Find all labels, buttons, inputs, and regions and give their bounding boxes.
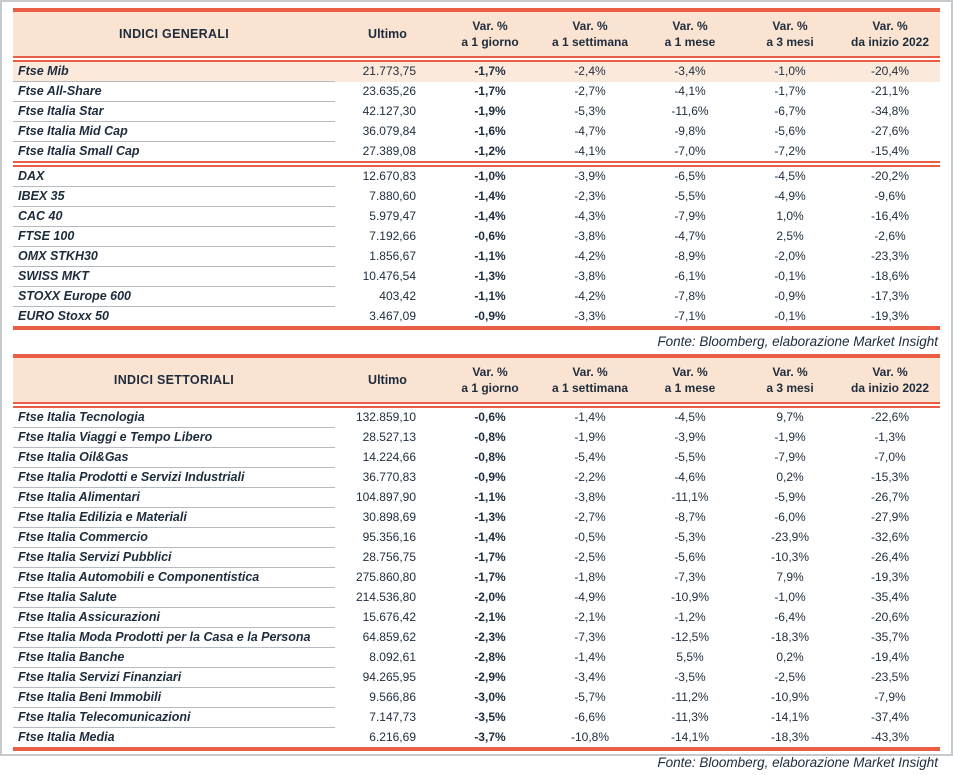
column-header-var-1 (440, 356, 540, 403)
var-header-line1: Var. % (572, 19, 608, 33)
var-value-5: -19,3% (870, 308, 910, 323)
var-value-1: -0,8% (474, 430, 506, 444)
ultimo-value: 21.773,75 (335, 61, 440, 82)
table-row (13, 668, 940, 688)
indici-generali-table (13, 8, 940, 330)
var-value-2: -2,7% (574, 84, 606, 98)
market-indices-report (13, 8, 940, 775)
header-row (13, 10, 940, 57)
table-row (13, 508, 940, 528)
var-value-2: -2,4% (540, 61, 640, 82)
ultimo-value: 9.566,86 (369, 690, 416, 704)
index-name: FTSE 100 (13, 227, 335, 247)
ultimo-value: 104.897,90 (355, 490, 416, 504)
var-value-2: -0,5% (574, 530, 606, 544)
table-title: INDICI SETTORIALI (13, 356, 335, 403)
indici-settoriali-table (13, 354, 940, 751)
var-value-1: -1,9% (474, 104, 506, 118)
source-note-2: Fonte: Bloomberg, elaborazione Market Insight (657, 755, 938, 770)
var-value-2: -3,3% (574, 308, 606, 323)
var-value-3: -11,3% (671, 710, 709, 724)
var-value-3: -4,7% (674, 229, 706, 243)
index-name: SWISS MKT (13, 267, 335, 287)
var-value-4: -14,1% (770, 710, 810, 724)
var-value-3: -8,7% (674, 510, 706, 524)
var-value-2: -2,3% (574, 189, 606, 203)
table-row (13, 648, 940, 668)
var-header-line1: Var. % (472, 19, 508, 33)
var-value-4: -10,3% (770, 550, 810, 564)
var-value-4: -23,9% (770, 530, 810, 544)
var-value-4: 9,7% (776, 410, 804, 425)
table-row (13, 207, 940, 227)
var-value-1: -0,9% (474, 470, 506, 484)
var-value-3: -3,4% (640, 61, 740, 82)
table-row (13, 468, 940, 488)
var-value-2: -3,9% (574, 169, 606, 184)
index-name: Ftse Italia Prodotti e Servizi Industriali (13, 468, 335, 488)
var-value-5: -15,3% (870, 470, 910, 484)
var-value-3: -6,5% (674, 169, 706, 184)
ultimo-value: 36.079,84 (362, 124, 416, 138)
table-row (13, 61, 940, 82)
table-row (13, 608, 940, 628)
var-value-4: -4,9% (774, 189, 806, 203)
var-value-5: -27,9% (870, 510, 910, 524)
var-value-1: -2,8% (474, 650, 506, 664)
ultimo-value: 95.356,16 (362, 530, 416, 544)
var-value-5: -21,1% (870, 84, 910, 98)
var-value-4: -7,2% (774, 143, 806, 158)
var-value-1: -1,1% (474, 249, 506, 263)
index-name: IBEX 35 (13, 187, 335, 207)
index-name: Ftse Italia Beni Immobili (13, 688, 335, 708)
index-name: Ftse Italia Assicurazioni (13, 608, 335, 628)
var-value-4: -1,9% (774, 430, 806, 444)
var-value-1: -1,1% (474, 289, 506, 303)
var-value-2: -1,9% (574, 430, 606, 444)
var-header-line2: a 1 settimana (551, 381, 629, 395)
index-name: Ftse Italia Oil&Gas (13, 448, 335, 468)
var-value-4: -4,5% (774, 169, 806, 184)
var-value-5: -26,4% (870, 550, 910, 564)
var-value-3: -1,2% (674, 610, 706, 624)
table-row (13, 142, 940, 163)
var-header-line2: da inizio 2022 (850, 35, 930, 49)
table-row (13, 628, 940, 648)
var-value-5: -17,3% (870, 289, 910, 303)
var-value-3: -7,3% (674, 570, 706, 584)
table-row (13, 287, 940, 307)
var-value-1: -1,2% (474, 143, 506, 158)
var-value-5: -37,4% (870, 710, 910, 724)
var-value-4: -6,7% (774, 104, 806, 118)
var-value-5: -22,6% (870, 410, 910, 425)
column-header-var-5 (840, 356, 940, 403)
var-header-line2: a 1 mese (664, 35, 716, 49)
var-value-2: -5,3% (574, 104, 606, 118)
var-value-4: -5,6% (774, 124, 806, 138)
column-header-var-5 (840, 10, 940, 57)
var-value-3: -7,9% (674, 209, 706, 223)
var-value-1: -1,4% (474, 530, 506, 544)
var-value-5: -20,6% (870, 610, 910, 624)
ultimo-value: 275.860,80 (355, 570, 416, 584)
ultimo-value: 7.880,60 (369, 189, 416, 203)
var-value-5: -23,3% (870, 249, 910, 263)
var-value-5: -1,3% (874, 430, 906, 444)
var-value-5: -16,4% (870, 209, 910, 223)
var-value-2: -6,6% (574, 710, 606, 724)
ultimo-value: 15.676,42 (362, 610, 416, 624)
var-value-2: -4,3% (574, 209, 606, 223)
var-value-1: -1,3% (474, 510, 506, 524)
var-value-5: -43,3% (870, 729, 910, 744)
var-value-4: -0,1% (774, 308, 806, 323)
var-value-4: -2,5% (774, 670, 806, 684)
var-header-line1: Var. % (672, 19, 708, 33)
var-value-5: -9,6% (874, 189, 906, 203)
index-name: CAC 40 (13, 207, 335, 227)
var-value-1: -2,1% (474, 610, 506, 624)
var-value-3: -8,9% (674, 249, 706, 263)
var-value-4: -7,9% (774, 450, 806, 464)
var-value-2: -2,5% (574, 550, 606, 564)
ultimo-value: 5.979,47 (369, 209, 416, 223)
ultimo-value: 94.265,95 (362, 670, 416, 684)
var-value-1: -3,0% (474, 690, 506, 704)
var-value-1: -1,0% (474, 169, 506, 184)
column-header-var-3 (640, 356, 740, 403)
table-row (13, 448, 940, 468)
ultimo-value: 7.192,66 (369, 229, 416, 243)
index-name: Ftse Italia Moda Prodotti per la Casa e la Persona (13, 628, 335, 648)
var-value-3: -5,5% (674, 450, 706, 464)
var-value-2: -4,9% (574, 590, 606, 604)
table-row (13, 488, 940, 508)
ultimo-value: 403,42 (379, 289, 416, 303)
var-value-2: -3,8% (574, 229, 606, 243)
var-value-3: -5,3% (674, 530, 706, 544)
var-value-4: -5,9% (774, 490, 806, 504)
table-title: INDICI GENERALI (13, 10, 335, 57)
ultimo-value: 10.476,54 (362, 269, 416, 283)
index-name: Ftse Italia Banche (13, 648, 335, 668)
ultimo-value: 64.859,62 (362, 630, 416, 644)
var-value-4: 0,2% (776, 650, 804, 664)
table-row (13, 548, 940, 568)
var-value-2: -1,4% (574, 650, 606, 664)
var-value-3: -6,1% (674, 269, 706, 283)
var-value-2: -2,1% (574, 610, 606, 624)
var-value-2: -5,4% (574, 450, 606, 464)
index-name: Ftse Mib (13, 61, 335, 82)
var-value-1: -1,7% (474, 550, 506, 564)
var-value-3: -7,1% (674, 308, 706, 323)
var-header-line2: a 1 mese (664, 381, 716, 395)
table-row (13, 166, 940, 187)
table-row (13, 82, 940, 102)
var-value-1: -0,8% (474, 450, 506, 464)
ultimo-value: 30.898,69 (362, 510, 416, 524)
var-value-5: -19,4% (870, 650, 910, 664)
var-value-5: -20,2% (870, 169, 910, 184)
var-value-2: -10,8% (570, 729, 610, 744)
index-name: Ftse Italia Salute (13, 588, 335, 608)
var-header-line2: da inizio 2022 (850, 381, 930, 395)
var-value-4: -0,1% (774, 269, 806, 283)
var-value-3: -3,5% (674, 670, 706, 684)
var-value-5: -20,4% (840, 61, 940, 82)
ultimo-value: 36.770,83 (362, 470, 416, 484)
var-value-3: -4,6% (674, 470, 706, 484)
var-value-5: -7,9% (874, 690, 906, 704)
var-value-2: -5,7% (574, 690, 606, 704)
column-header-var-4 (740, 356, 840, 403)
var-value-1: -1,3% (474, 269, 506, 283)
table-row (13, 688, 940, 708)
table-row (13, 187, 940, 207)
ultimo-value: 214.536,80 (355, 590, 416, 604)
var-header-line1: Var. % (772, 19, 808, 33)
var-value-2: -1,8% (574, 570, 606, 584)
var-value-2: -3,4% (574, 670, 606, 684)
var-value-3: -10,9% (670, 590, 710, 604)
var-value-5: -7,0% (874, 450, 906, 464)
index-name: EURO Stoxx 50 (13, 307, 335, 329)
ultimo-value: 27.389,08 (362, 143, 416, 158)
var-value-2: -2,2% (574, 470, 606, 484)
table-row (13, 227, 940, 247)
table-row (13, 247, 940, 267)
var-value-1: -3,7% (474, 729, 506, 744)
var-value-1: -2,0% (474, 590, 506, 604)
var-value-1: -2,9% (474, 670, 506, 684)
var-header-line2: a 3 mesi (766, 35, 814, 49)
var-value-1: -3,5% (474, 710, 506, 724)
index-name: Ftse Italia Servizi Pubblici (13, 548, 335, 568)
ultimo-value: 14.224,66 (362, 450, 416, 464)
index-name: Ftse Italia Small Cap (13, 142, 335, 163)
var-header-line1: Var. % (572, 365, 608, 379)
var-value-5: -15,4% (870, 143, 910, 158)
source-note-1: Fonte: Bloomberg, elaborazione Market Insight (657, 334, 938, 349)
table-row (13, 122, 940, 142)
var-header-line1: Var. % (872, 19, 908, 33)
var-value-2: -3,8% (574, 490, 606, 504)
index-name: Ftse Italia Telecomunicazioni (13, 708, 335, 728)
var-value-1: -1,1% (474, 490, 506, 504)
var-value-5: -27,6% (870, 124, 910, 138)
var-value-3: -4,1% (674, 84, 706, 98)
var-value-3: -14,1% (670, 729, 710, 744)
var-value-4: -18,3% (770, 729, 810, 744)
index-name: Ftse Italia Edilizia e Materiali (13, 508, 335, 528)
var-value-1: -1,6% (474, 124, 506, 138)
index-name: Ftse Italia Star (13, 102, 335, 122)
column-header-var-1 (440, 10, 540, 57)
index-name: STOXX Europe 600 (13, 287, 335, 307)
var-value-1: -1,7% (474, 84, 506, 98)
var-value-4: -0,9% (774, 289, 806, 303)
var-value-4: 1,0% (776, 209, 804, 223)
var-value-2: -4,7% (574, 124, 606, 138)
var-value-3: -7,8% (674, 289, 706, 303)
var-value-4: -10,9% (770, 690, 810, 704)
ultimo-value: 6.216,69 (369, 729, 416, 744)
var-value-3: -11,2% (671, 690, 709, 704)
index-name: Ftse Italia Tecnologia (13, 407, 335, 428)
table-row (13, 307, 940, 329)
var-value-2: -4,1% (574, 143, 606, 158)
var-value-3: -5,6% (674, 550, 706, 564)
index-name: Ftse All-Share (13, 82, 335, 102)
index-name: OMX STKH30 (13, 247, 335, 267)
var-value-1: -0,6% (474, 229, 506, 243)
var-value-3: -5,5% (674, 189, 706, 203)
table-row (13, 588, 940, 608)
var-value-2: -7,3% (574, 630, 606, 644)
table-row (13, 407, 940, 428)
var-value-2: -3,8% (574, 269, 606, 283)
var-value-5: -26,7% (870, 490, 910, 504)
var-value-1: -1,4% (474, 209, 506, 223)
index-name: Ftse Italia Servizi Finanziari (13, 668, 335, 688)
var-header-line1: Var. % (872, 365, 908, 379)
var-value-4: -1,7% (774, 84, 806, 98)
index-name: Ftse Italia Automobili e Componentistica (13, 568, 335, 588)
var-value-5: -23,5% (870, 670, 910, 684)
var-header-line1: Var. % (772, 365, 808, 379)
var-value-3: -11,1% (671, 490, 709, 504)
ultimo-value: 28.527,13 (362, 430, 416, 444)
column-header-var-2 (540, 356, 640, 403)
table-row (13, 528, 940, 548)
index-name: Ftse Italia Alimentari (13, 488, 335, 508)
column-header-var-2 (540, 10, 640, 57)
table-row (13, 267, 940, 287)
table-row (13, 102, 940, 122)
ultimo-value: 42.127,30 (362, 104, 416, 118)
var-value-2: -4,2% (574, 249, 606, 263)
var-value-1: -1,7% (440, 61, 540, 82)
ultimo-value: 12.670,83 (362, 169, 416, 184)
var-value-3: -3,9% (674, 430, 706, 444)
index-name: Ftse Italia Commercio (13, 528, 335, 548)
var-value-1: -0,9% (474, 308, 506, 323)
var-value-3: -11,6% (671, 104, 709, 118)
var-value-4: -2,0% (774, 249, 806, 263)
var-value-1: -1,7% (474, 570, 506, 584)
var-value-2: -2,7% (574, 510, 606, 524)
var-value-4: -18,3% (770, 630, 810, 644)
ultimo-value: 28.756,75 (362, 550, 416, 564)
ultimo-value: 3.467,09 (369, 308, 416, 323)
var-header-line2: a 3 mesi (766, 381, 814, 395)
var-value-5: -34,8% (870, 104, 910, 118)
var-value-3: -7,0% (674, 143, 706, 158)
var-value-4: -1,0% (774, 590, 806, 604)
var-value-4: -6,0% (774, 510, 806, 524)
ultimo-value: 132.859,10 (355, 410, 416, 425)
header-row (13, 356, 940, 403)
table-row (13, 568, 940, 588)
var-value-2: -4,2% (574, 289, 606, 303)
var-value-4: 0,2% (776, 470, 804, 484)
ultimo-value: 7.147,73 (369, 710, 416, 724)
table-row (13, 708, 940, 728)
var-value-5: -2,6% (874, 229, 906, 243)
ultimo-value: 8.092,61 (369, 650, 416, 664)
var-value-5: -35,7% (870, 630, 910, 644)
var-value-4: -1,0% (740, 61, 840, 82)
var-value-4: -6,4% (774, 610, 806, 624)
index-name: DAX (13, 166, 335, 187)
var-header-line2: a 1 settimana (551, 35, 629, 49)
index-name: Ftse Italia Media (13, 728, 335, 750)
var-value-5: -19,3% (870, 570, 910, 584)
var-header-line2: a 1 giorno (461, 35, 519, 49)
column-header-ultimo: Ultimo (335, 10, 440, 57)
var-header-line2: a 1 giorno (461, 381, 519, 395)
var-value-3: -9,8% (674, 124, 706, 138)
ultimo-value: 1.856,67 (369, 249, 416, 263)
table-row (13, 728, 940, 750)
var-value-4: 7,9% (776, 570, 804, 584)
var-value-5: -18,6% (870, 269, 910, 283)
var-value-3: 5,5% (676, 650, 704, 664)
index-name: Ftse Italia Mid Cap (13, 122, 335, 142)
var-value-1: -1,4% (474, 189, 506, 203)
var-value-2: -1,4% (574, 410, 606, 425)
table-row (13, 428, 940, 448)
column-header-ultimo: Ultimo (335, 356, 440, 403)
var-header-line1: Var. % (672, 365, 708, 379)
index-name: Ftse Italia Viaggi e Tempo Libero (13, 428, 335, 448)
var-header-line1: Var. % (472, 365, 508, 379)
var-value-3: -12,5% (670, 630, 710, 644)
var-value-1: -0,6% (474, 410, 506, 425)
var-value-4: 2,5% (776, 229, 804, 243)
var-value-3: -4,5% (674, 410, 706, 425)
var-value-1: -2,3% (474, 630, 506, 644)
ultimo-value: 23.635,26 (362, 84, 416, 98)
var-value-5: -35,4% (870, 590, 910, 604)
var-value-5: -32,6% (870, 530, 910, 544)
column-header-var-3 (640, 10, 740, 57)
column-header-var-4 (740, 10, 840, 57)
